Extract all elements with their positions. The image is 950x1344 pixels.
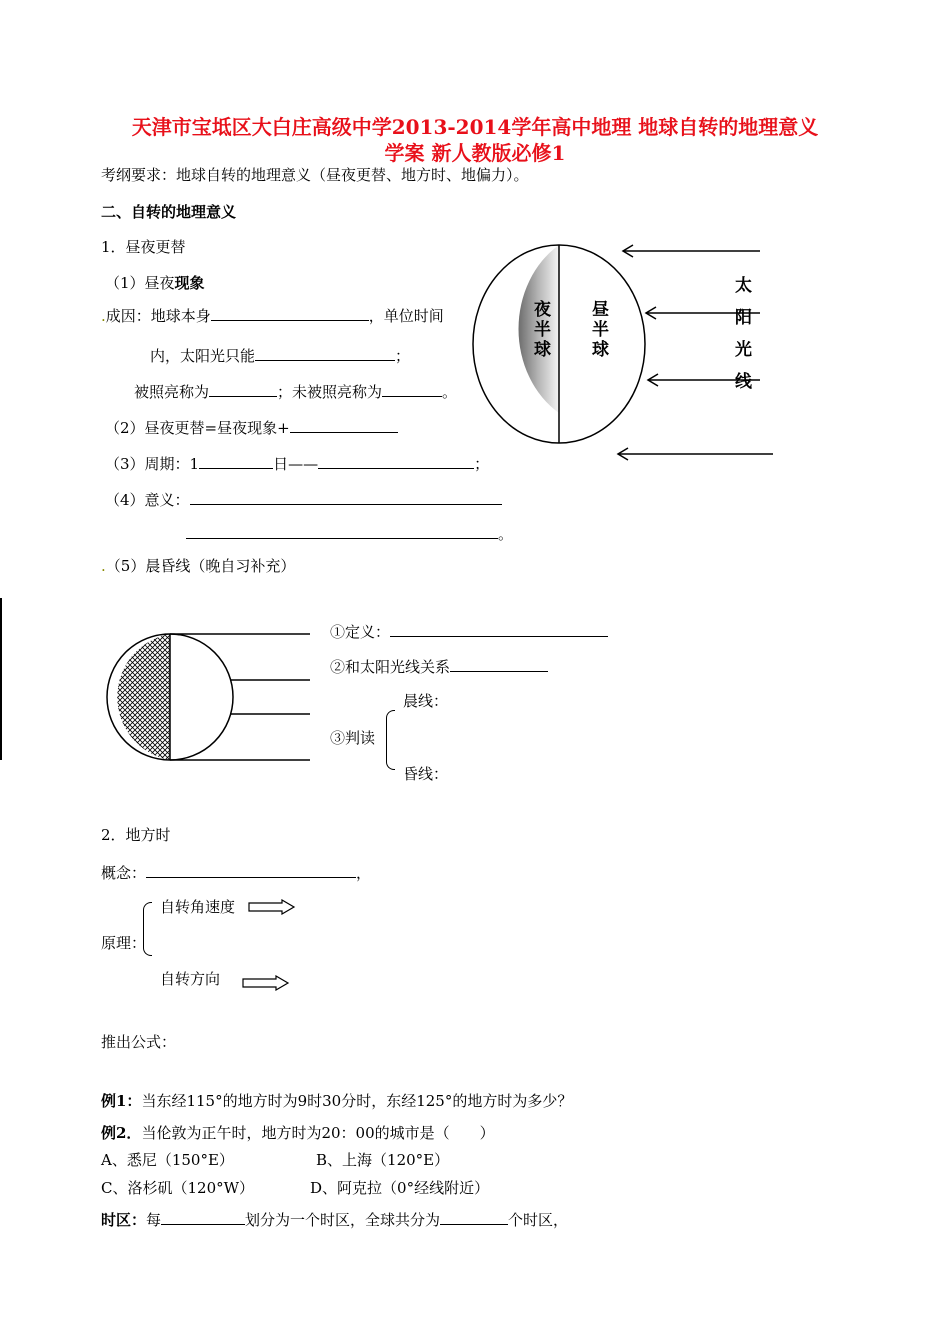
- section-heading: 二、自转的地理意义: [101, 203, 237, 221]
- option-d[interactable]: D、阿克拉（0°经线附近）: [310, 1179, 490, 1197]
- option-a[interactable]: A、悉尼（150°E）: [101, 1151, 234, 1169]
- lit-label: 被照亮称为: [134, 383, 210, 401]
- item-4-label: （4）意义：: [105, 491, 190, 509]
- angular-velocity-label: 自转角速度: [160, 898, 236, 916]
- dusk-line-label: 昏线：: [403, 765, 449, 783]
- item-3: [105, 454, 489, 473]
- timezone-text-3: 个时区，: [508, 1211, 569, 1229]
- lit-blank[interactable]: [209, 382, 277, 397]
- definition-label: ①定义：: [330, 623, 391, 641]
- item-3-end: ；: [474, 455, 490, 473]
- definition-blank[interactable]: [390, 622, 608, 637]
- item-4-continuation: [186, 524, 513, 543]
- item-4-blank-1[interactable]: [190, 490, 502, 505]
- unlit-label: ；未被照亮称为: [277, 383, 383, 401]
- example-1-text: 当东经115°的地方时为9时30分时，东经125°的地方时为多少？: [141, 1092, 573, 1110]
- item-4: [105, 490, 502, 509]
- example-1-label: 例1：: [101, 1092, 142, 1110]
- option-b[interactable]: B、上海（120°E）: [316, 1151, 450, 1169]
- example-1: [101, 1092, 572, 1110]
- example-2: [101, 1124, 495, 1142]
- cause-label: 成因：地球本身: [105, 307, 211, 325]
- direction-arrow: [242, 975, 290, 991]
- unlit-blank[interactable]: [382, 382, 442, 397]
- cause-line: .成因：地球本身 ，单位时间: [101, 307, 444, 325]
- item-1-prefix: （1）昼夜: [105, 274, 175, 292]
- lit-end: 。: [442, 383, 458, 401]
- concept-end: ，: [356, 864, 372, 882]
- item-1-bold: 现象: [174, 274, 205, 292]
- timezone-blank-2[interactable]: [440, 1210, 508, 1225]
- example-2-text: 当伦敦为正午时，地方时为20：00的城市是（ ）: [141, 1124, 495, 1142]
- timezone-text-1: 每: [146, 1211, 162, 1229]
- angular-arrow: [248, 899, 296, 915]
- relation-blank[interactable]: [450, 657, 548, 672]
- item-5-label: （5）晨昏线（晚自习补充）: [105, 557, 296, 575]
- item-4-end: 。: [498, 525, 514, 543]
- option-c[interactable]: C、洛杉矶（120°W）: [101, 1179, 255, 1197]
- terminator-relation: [330, 657, 548, 676]
- principle-label: 原理：: [101, 934, 147, 952]
- page-title: 天津市宝坻区大白庄高级中学2013-2014学年高中地理 地球自转的地理意义: [131, 115, 819, 139]
- item-1: [105, 274, 205, 292]
- timezone-blank-1[interactable]: [161, 1210, 245, 1225]
- cause2-end: ；: [395, 347, 411, 365]
- terminator-definition: [330, 622, 608, 641]
- judge-brace: [386, 710, 395, 770]
- hollow-arrow-1: [249, 900, 294, 914]
- subsection-heading-1: 1．昼夜更替: [101, 238, 186, 256]
- cause2-line: [150, 346, 410, 365]
- page-subtitle: 学案 新人教版必修1: [384, 141, 566, 165]
- timezone-line: [101, 1210, 568, 1229]
- item-3-blank-2[interactable]: [318, 454, 474, 469]
- formula-label: 推出公式：: [101, 1033, 177, 1051]
- sunlight-label: 太阳光线: [735, 276, 752, 392]
- margin-bar: [0, 598, 2, 760]
- timezone-text-2: 划分为一个时区，全球共分为: [245, 1211, 441, 1229]
- concept-line: [101, 863, 371, 882]
- lit-line: [134, 382, 457, 401]
- day-hemisphere-label: 昼半球: [592, 300, 609, 360]
- item-4-blank-2[interactable]: [186, 524, 498, 539]
- item-5: .（5）晨昏线（晚自习补充）: [101, 557, 296, 575]
- cause2-blank[interactable]: [255, 346, 395, 361]
- timezone-label: 时区：: [101, 1211, 147, 1229]
- cause2-label: 内，太阳光只能: [150, 347, 256, 365]
- item-2-blank[interactable]: [290, 418, 398, 433]
- terminator-judge: ③判读: [330, 729, 376, 747]
- cause-mid: ，单位时间: [368, 307, 444, 325]
- concept-label: 概念：: [101, 864, 147, 882]
- example-2-label: 例2．: [101, 1124, 142, 1142]
- relation-label: ②和太阳光线关系: [330, 658, 451, 676]
- dawn-line-label: 晨线：: [403, 692, 449, 710]
- principle-brace: [143, 902, 152, 956]
- item-3-blank-1[interactable]: [199, 454, 273, 469]
- item-3-mid: 日——: [273, 455, 319, 473]
- item-2-label: （2）昼夜更替=昼夜现象+: [105, 419, 290, 437]
- concept-blank[interactable]: [146, 863, 356, 878]
- requirement-text: 考纲要求：地球自转的地理意义（昼夜更替、地方时、地偏力）。: [101, 166, 529, 184]
- hollow-arrow-2: [243, 976, 288, 990]
- rotation-direction-label: 自转方向: [160, 970, 221, 988]
- night-hemisphere-label: 夜半球: [534, 300, 551, 360]
- cause-blank[interactable]: [211, 306, 369, 321]
- subsection-heading-2: 2．地方时: [101, 826, 171, 844]
- terminator-diagram: [100, 610, 320, 775]
- item-3-label: （3）周期：1: [105, 455, 200, 473]
- item-2: [105, 418, 398, 437]
